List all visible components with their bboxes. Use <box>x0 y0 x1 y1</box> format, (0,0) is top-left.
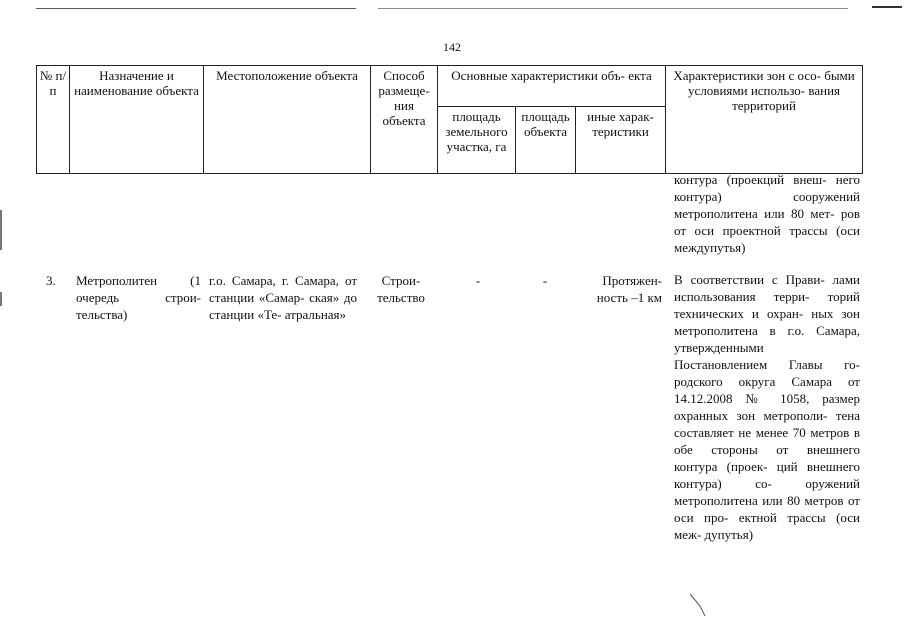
row-placement-method: Строи- тельство <box>377 273 425 305</box>
row-land-area: - <box>475 273 481 288</box>
scan-top-rule-left <box>36 8 356 9</box>
row-location: г.о. Самара, г. Самара, от станции «Самар- ская» до станции «Те- атральная» <box>209 273 357 322</box>
header-other-characteristics: иные харак- теристики <box>576 107 666 174</box>
row-zone-characteristics: В соответствии с Прави- лами использования терри- торий технических и охран- ных зон метрополитена в г.о. Самара, утвержденными Постановлением Главы го- родского округа Самара от 14.12.2008 № 1058, размер охранных зон метрополи- тена составляет не менее 70 метров в обе стороны от внешнего контура (проек- ций внешнего контура) со- оружений метрополитена или 80 метров от оси про- ектной трассы (оси меж- дупутья) <box>674 272 860 542</box>
header-zone-characteristics: Характеристики зон с осо- быми условиями использо- вания территорий <box>666 66 863 174</box>
scan-edge-mark <box>0 210 2 250</box>
header-main-characteristics: Основные характеристики объ- екта <box>438 66 666 107</box>
row-object-area: - <box>542 273 548 288</box>
scan-edge-mark <box>0 292 2 306</box>
header-placement-method: Способ размеще- ния объекта <box>371 66 438 174</box>
header-number: № п/п <box>37 66 70 174</box>
page-number: 142 <box>443 40 461 54</box>
header-name: Назначение и наименование объекта <box>70 66 204 174</box>
row-other-characteristics: Протяжен- ность –1 км <box>596 273 662 305</box>
header-location: Местоположение объекта <box>204 66 371 174</box>
scan-corner-mark <box>872 6 902 8</box>
scan-top-rule-right <box>378 8 848 9</box>
row-number: 3. <box>46 273 56 288</box>
header-land-area: площадь земельного участка, га <box>438 107 516 174</box>
row-object-name: Метрополитен (1 очередь строи- тельства) <box>76 273 201 322</box>
header-object-area: площадь объекта <box>516 107 576 174</box>
table-header <box>36 65 863 174</box>
scan-pen-mark <box>686 590 716 620</box>
continuation-zone-text: контура (проекций внеш- него контура) сооружений метрополитена или 80 мет- ров от оси проектной трассы (оси междупутья) <box>674 172 860 255</box>
